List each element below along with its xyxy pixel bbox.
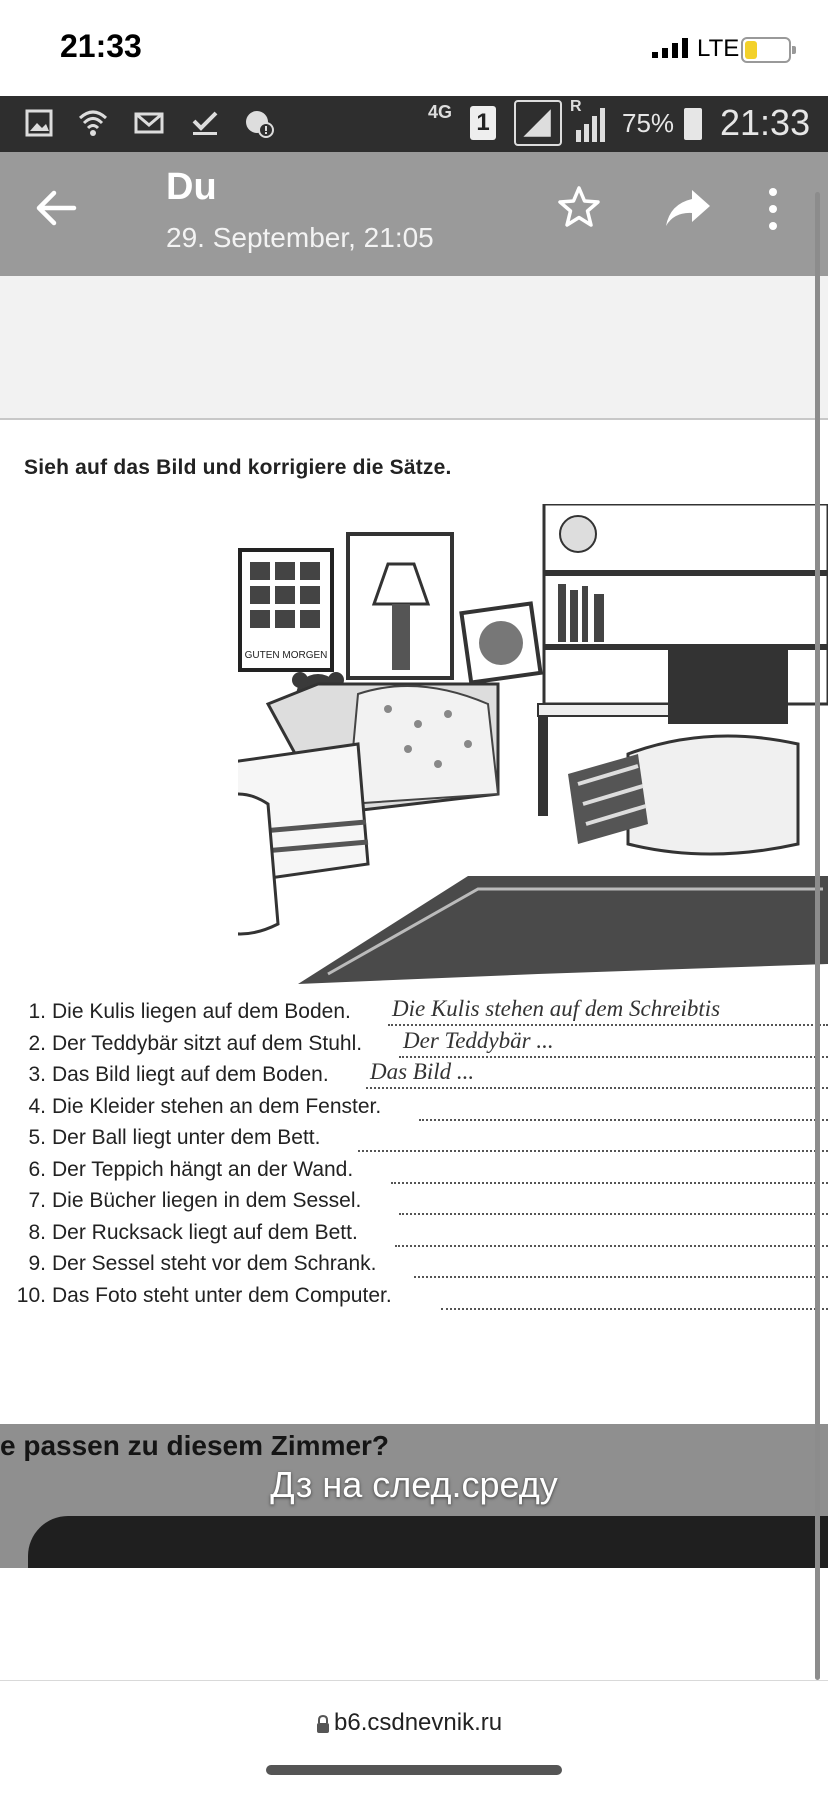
- exercise-number: 2.: [28, 1031, 46, 1055]
- exercise-sentence: Die Kleider stehen an dem Fenster.: [52, 1094, 382, 1118]
- exercise-number: 3.: [28, 1063, 46, 1086]
- answer-line: [391, 1182, 828, 1184]
- exercise-row: [0, 1158, 828, 1192]
- ios-clock: 21:33: [60, 28, 142, 64]
- answer-line: [366, 1087, 828, 1089]
- next-exercise-heading: e passen zu diesem Zimmer?: [0, 1430, 390, 1461]
- exercise-number: 4.: [28, 1094, 46, 1118]
- ios-status-bar: [0, 0, 828, 96]
- data-4g-indicator: 4G: [428, 102, 453, 122]
- exercise-sentence: Der Rucksack liegt auf dem Bett.: [52, 1220, 358, 1244]
- poster-label: GUTEN MORGEN: [244, 650, 328, 661]
- answer-line: [399, 1056, 828, 1058]
- exercise-number: 8.: [28, 1220, 46, 1244]
- answer-line: [358, 1150, 828, 1152]
- lock-icon: [316, 1715, 330, 1733]
- exercise-sentence: Das Foto steht unter dem Computer.: [52, 1283, 392, 1307]
- exercise-row: [0, 1252, 828, 1286]
- exercise-number: 1.: [28, 1000, 46, 1023]
- mail-icon: [134, 108, 164, 138]
- exercise-sentence: Der Ball liegt unter dem Bett.: [52, 1126, 321, 1149]
- handwritten-answer: Das Bild ...: [370, 1059, 475, 1084]
- browser-url-bar[interactable]: [0, 1680, 828, 1793]
- wifi-icon: [78, 108, 108, 138]
- exercise-row: [0, 1189, 828, 1223]
- roaming-indicator: R: [570, 98, 582, 115]
- exercise-number: 10.: [16, 1283, 46, 1307]
- answer-line: [441, 1308, 828, 1310]
- check-icon: [190, 108, 220, 138]
- image-caption: Дз на след.среду: [270, 1464, 558, 1505]
- exercise-number: 6.: [28, 1157, 46, 1181]
- poster-grid: [250, 562, 320, 628]
- exercise-number: 9.: [28, 1252, 46, 1275]
- gallery-icon: [24, 108, 54, 138]
- android-status-bar: [0, 96, 828, 152]
- worksheet-instruction: Sieh auf das Bild und korrigiere die Sätze.: [24, 456, 452, 479]
- exercise-number: 5.: [28, 1126, 46, 1149]
- more-icon[interactable]: [764, 186, 782, 232]
- exercise-sentence: Der Teddybär sitzt auf dem Stuhl.: [52, 1031, 363, 1055]
- attachment-top-margin: [0, 276, 828, 420]
- cell-signal-icon: [652, 38, 692, 58]
- exercise-sentence: Das Bild liegt auf dem Boden.: [52, 1063, 329, 1086]
- exercise-row: [0, 1059, 828, 1097]
- back-arrow-icon[interactable]: [34, 186, 78, 230]
- battery-percent: 75%: [622, 108, 675, 138]
- exercise-row: [0, 1284, 828, 1318]
- answer-line: [414, 1276, 828, 1278]
- bedroom-illustration: [238, 504, 828, 1004]
- home-indicator[interactable]: [266, 1765, 562, 1775]
- signal-sim1-icon: [514, 100, 562, 146]
- exercise-sentence: Die Kulis liegen auf dem Boden.: [52, 1000, 351, 1023]
- network-type: LTE: [697, 35, 740, 62]
- screenshot-content: [0, 96, 828, 1568]
- sim-indicator: 1: [470, 106, 496, 140]
- share-icon[interactable]: [664, 186, 712, 230]
- star-icon[interactable]: [556, 184, 602, 230]
- handwritten-answer: Der Teddybär ...: [403, 1027, 554, 1053]
- exercise-sentence: Der Teppich hängt an der Wand.: [52, 1157, 354, 1181]
- battery-icon: [741, 37, 791, 63]
- message-app-bar: [0, 152, 828, 276]
- android-battery-icon: [684, 108, 702, 140]
- answer-line: [399, 1213, 828, 1215]
- next-exercise-photo: [28, 1516, 828, 1568]
- blocked-icon: [244, 108, 274, 138]
- next-exercise-strip: [0, 1424, 828, 1568]
- scrollbar[interactable]: [815, 192, 820, 1680]
- signal-sim2-icon: [572, 104, 612, 144]
- handwritten-answer: Die Kulis stehen auf dem Schreibtis: [392, 996, 721, 1021]
- answer-line: [388, 1024, 828, 1026]
- exercise-sentence: Der Sessel steht vor dem Schrank.: [52, 1252, 377, 1275]
- url-text[interactable]: b6.csdnevnik.ru: [334, 1709, 503, 1736]
- android-clock: 21:33: [720, 102, 811, 143]
- message-sender: Du: [166, 166, 217, 208]
- exercise-row: [0, 1221, 828, 1255]
- answer-line: [395, 1245, 828, 1247]
- exercise-row: [0, 1095, 828, 1129]
- exercise-number: 7.: [28, 1189, 46, 1212]
- exercise-row: [0, 1126, 828, 1160]
- message-date: 29. September, 21:05: [166, 222, 434, 253]
- answer-line: [419, 1119, 828, 1121]
- worksheet-image[interactable]: [0, 430, 828, 1414]
- exercise-sentence: Die Bücher liegen in dem Sessel.: [52, 1189, 362, 1212]
